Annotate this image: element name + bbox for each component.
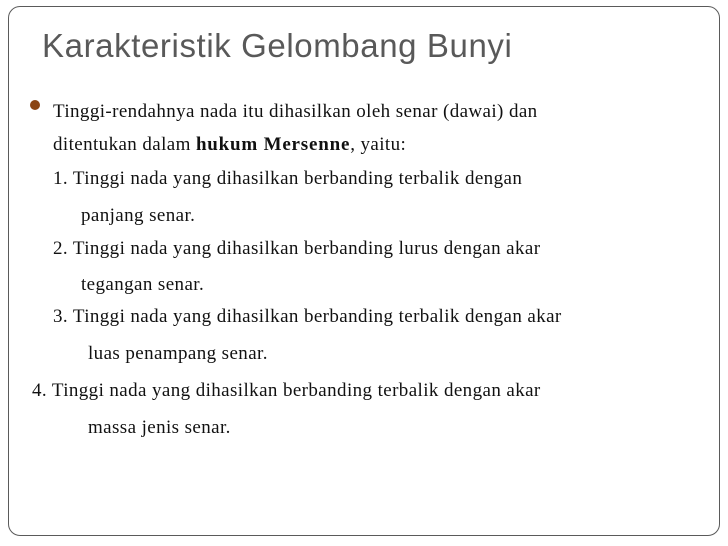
bullet-line-2-post: , yaitu: — [350, 134, 407, 155]
slide-frame — [8, 6, 720, 536]
law-1-line-2: panjang senar. — [81, 205, 196, 226]
bullet-line-2 — [53, 134, 406, 156]
law-3-line-2: luas penampang senar. — [88, 343, 268, 364]
bullet-line-2-pre: ditentukan dalam — [53, 134, 196, 155]
law-3-line-1: 3. Tinggi nada yang dihasilkan berbanding terbalik dengan akar — [53, 306, 562, 327]
law-2-line-1: 2. Tinggi nada yang dihasilkan berbanding lurus dengan akar — [53, 238, 541, 259]
bullet-line-1: Tinggi-rendahnya nada itu dihasilkan oleh senar (dawai) dan — [53, 101, 538, 122]
law-1-line-1: 1. Tinggi nada yang dihasilkan berbanding terbalik dengan — [53, 168, 523, 189]
hukum-mersenne-term: hukum Mersenne — [195, 134, 351, 155]
law-4-line-1: 4. Tinggi nada yang dihasilkan berbanding terbalik dengan akar — [32, 380, 541, 401]
law-4-line-2: massa jenis senar. — [88, 417, 231, 438]
slide-title: Karakteristik Gelombang Bunyi — [42, 27, 513, 64]
bullet-icon — [30, 100, 40, 110]
law-2-line-2: tegangan senar. — [81, 274, 205, 295]
